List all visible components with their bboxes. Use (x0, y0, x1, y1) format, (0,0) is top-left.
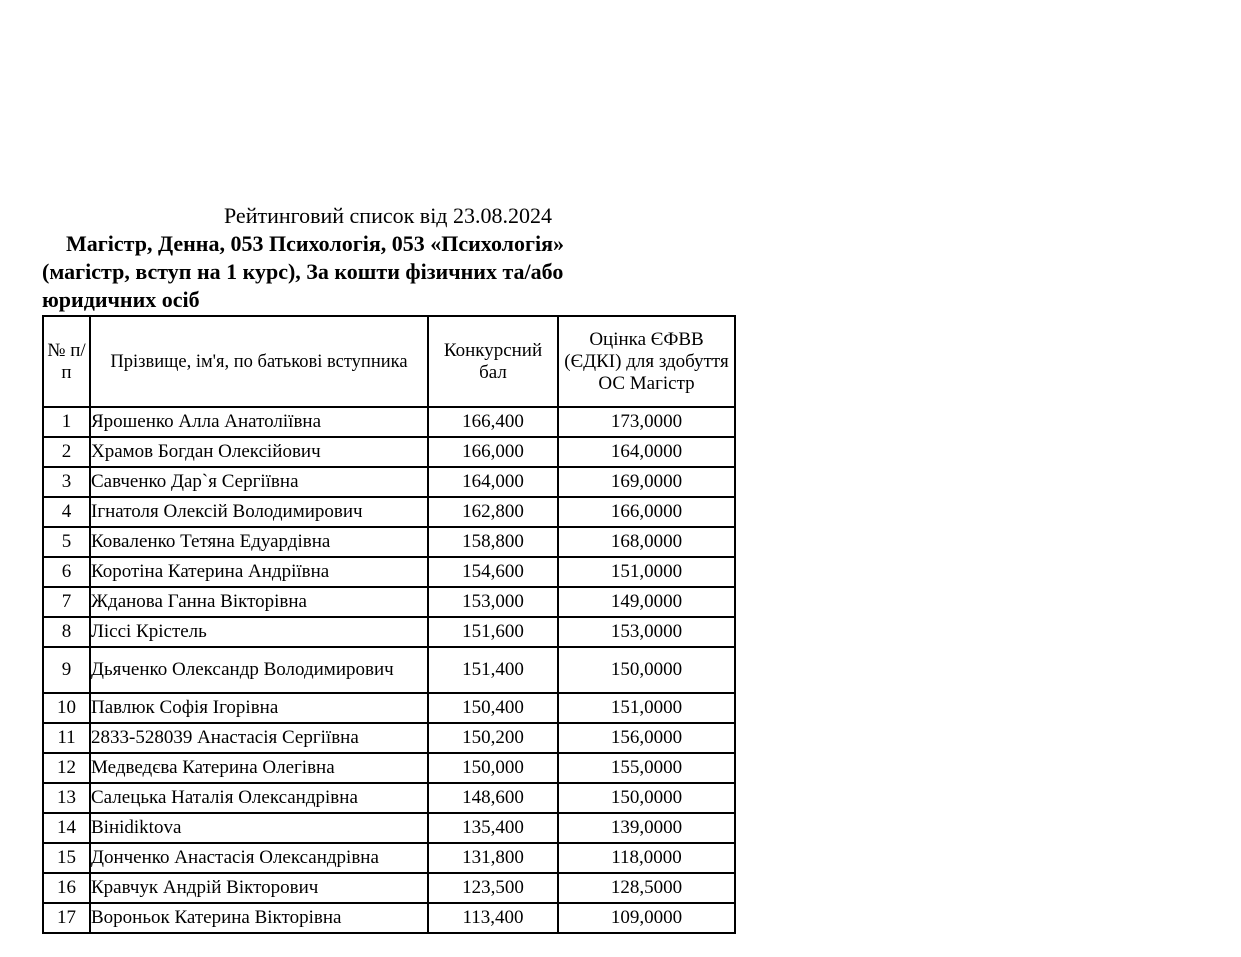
row-num: 7 (43, 587, 90, 617)
row-score: 158,800 (428, 527, 558, 557)
row-num: 1 (43, 407, 90, 437)
row-score: 164,000 (428, 467, 558, 497)
row-num: 11 (43, 723, 90, 753)
header-exam: Оцінка ЄФВВ (ЄДКІ) для здобуття ОС Магістр (558, 316, 735, 407)
row-name: Кравчук Андрій Вікторович (90, 873, 428, 903)
row-score: 113,400 (428, 903, 558, 933)
row-score: 153,000 (428, 587, 558, 617)
row-exam: 149,0000 (558, 587, 735, 617)
row-exam: 173,0000 (558, 407, 735, 437)
table-row (43, 527, 735, 557)
table-row (43, 723, 735, 753)
row-score: 123,500 (428, 873, 558, 903)
row-name: Ярошенко Алла Анатоліївна (90, 407, 428, 437)
row-exam: 150,0000 (558, 647, 735, 693)
row-score: 131,800 (428, 843, 558, 873)
table-row (43, 587, 735, 617)
row-score: 151,600 (428, 617, 558, 647)
table-row (43, 437, 735, 467)
table-row (43, 407, 735, 437)
row-exam: 151,0000 (558, 693, 735, 723)
table-header-row (43, 316, 735, 407)
header-name: Прізвище, ім'я, по батькові вступника (90, 316, 428, 407)
row-num: 15 (43, 843, 90, 873)
table-row (43, 753, 735, 783)
row-exam: 118,0000 (558, 843, 735, 873)
row-num: 13 (43, 783, 90, 813)
row-score: 150,400 (428, 693, 558, 723)
table-row (43, 467, 735, 497)
row-num: 6 (43, 557, 90, 587)
row-num: 17 (43, 903, 90, 933)
row-score: 148,600 (428, 783, 558, 813)
table-row (43, 843, 735, 873)
row-score: 166,000 (428, 437, 558, 467)
row-exam: 139,0000 (558, 813, 735, 843)
row-name: Ліссі Крістель (90, 617, 428, 647)
table-row (43, 903, 735, 933)
row-name: Коваленко Тетяна Едуардівна (90, 527, 428, 557)
row-exam: 168,0000 (558, 527, 735, 557)
row-num: 2 (43, 437, 90, 467)
table-row (43, 813, 735, 843)
table-row (43, 693, 735, 723)
row-num: 16 (43, 873, 90, 903)
row-name: Храмов Богдан Олексійович (90, 437, 428, 467)
row-name: Жданова Ганна Вікторівна (90, 587, 428, 617)
row-exam: 128,5000 (558, 873, 735, 903)
row-num: 9 (43, 647, 90, 693)
row-exam: 164,0000 (558, 437, 735, 467)
row-score: 166,400 (428, 407, 558, 437)
row-score: 151,400 (428, 647, 558, 693)
row-name: Медведєва Катерина Олегівна (90, 753, 428, 783)
table-row (43, 783, 735, 813)
row-num: 12 (43, 753, 90, 783)
row-name: Павлюк Софія Ігорівна (90, 693, 428, 723)
table-row (43, 497, 735, 527)
row-score: 135,400 (428, 813, 558, 843)
table-row (43, 647, 735, 693)
row-exam: 166,0000 (558, 497, 735, 527)
row-name: Донченко Анастасія Олександрівна (90, 843, 428, 873)
row-score: 150,000 (428, 753, 558, 783)
row-exam: 155,0000 (558, 753, 735, 783)
row-name: Салецька Наталія Олександрівна (90, 783, 428, 813)
row-score: 150,200 (428, 723, 558, 753)
table-row (43, 617, 735, 647)
row-score: 162,800 (428, 497, 558, 527)
row-name: 2833-528039 Анастасія Сергіївна (90, 723, 428, 753)
row-num: 14 (43, 813, 90, 843)
row-num: 3 (43, 467, 90, 497)
row-name: Дьяченко Олександр Володимирович (90, 647, 428, 693)
row-exam: 153,0000 (558, 617, 735, 647)
row-exam: 169,0000 (558, 467, 735, 497)
header-num: № п/п (43, 316, 90, 407)
row-exam: 156,0000 (558, 723, 735, 753)
row-name: Вороньок Катерина Вікторівна (90, 903, 428, 933)
row-exam: 150,0000 (558, 783, 735, 813)
row-score: 154,600 (428, 557, 558, 587)
document-title: Рейтинговий список від 23.08.2024 (223, 203, 552, 228)
row-name: Ігнатоля Олексій Володимирович (90, 497, 428, 527)
row-num: 10 (43, 693, 90, 723)
document-subtitle: Магістр, Денна, 053 Психологія, 053 «Психологія» (магістр, вступ на 1 курс), За кошти фізичних та/або юридичних осіб (42, 231, 565, 312)
row-name: Вініdiktova (90, 813, 428, 843)
table-row (43, 873, 735, 903)
table-row (43, 557, 735, 587)
header-score: Конкурсний бал (428, 316, 558, 407)
row-num: 4 (43, 497, 90, 527)
row-name: Савченко Дар`я Сергіївна (90, 467, 428, 497)
row-num: 8 (43, 617, 90, 647)
rating-table (42, 315, 736, 934)
row-num: 5 (43, 527, 90, 557)
row-exam: 151,0000 (558, 557, 735, 587)
row-name: Коротіна Катерина Андріївна (90, 557, 428, 587)
row-exam: 109,0000 (558, 903, 735, 933)
